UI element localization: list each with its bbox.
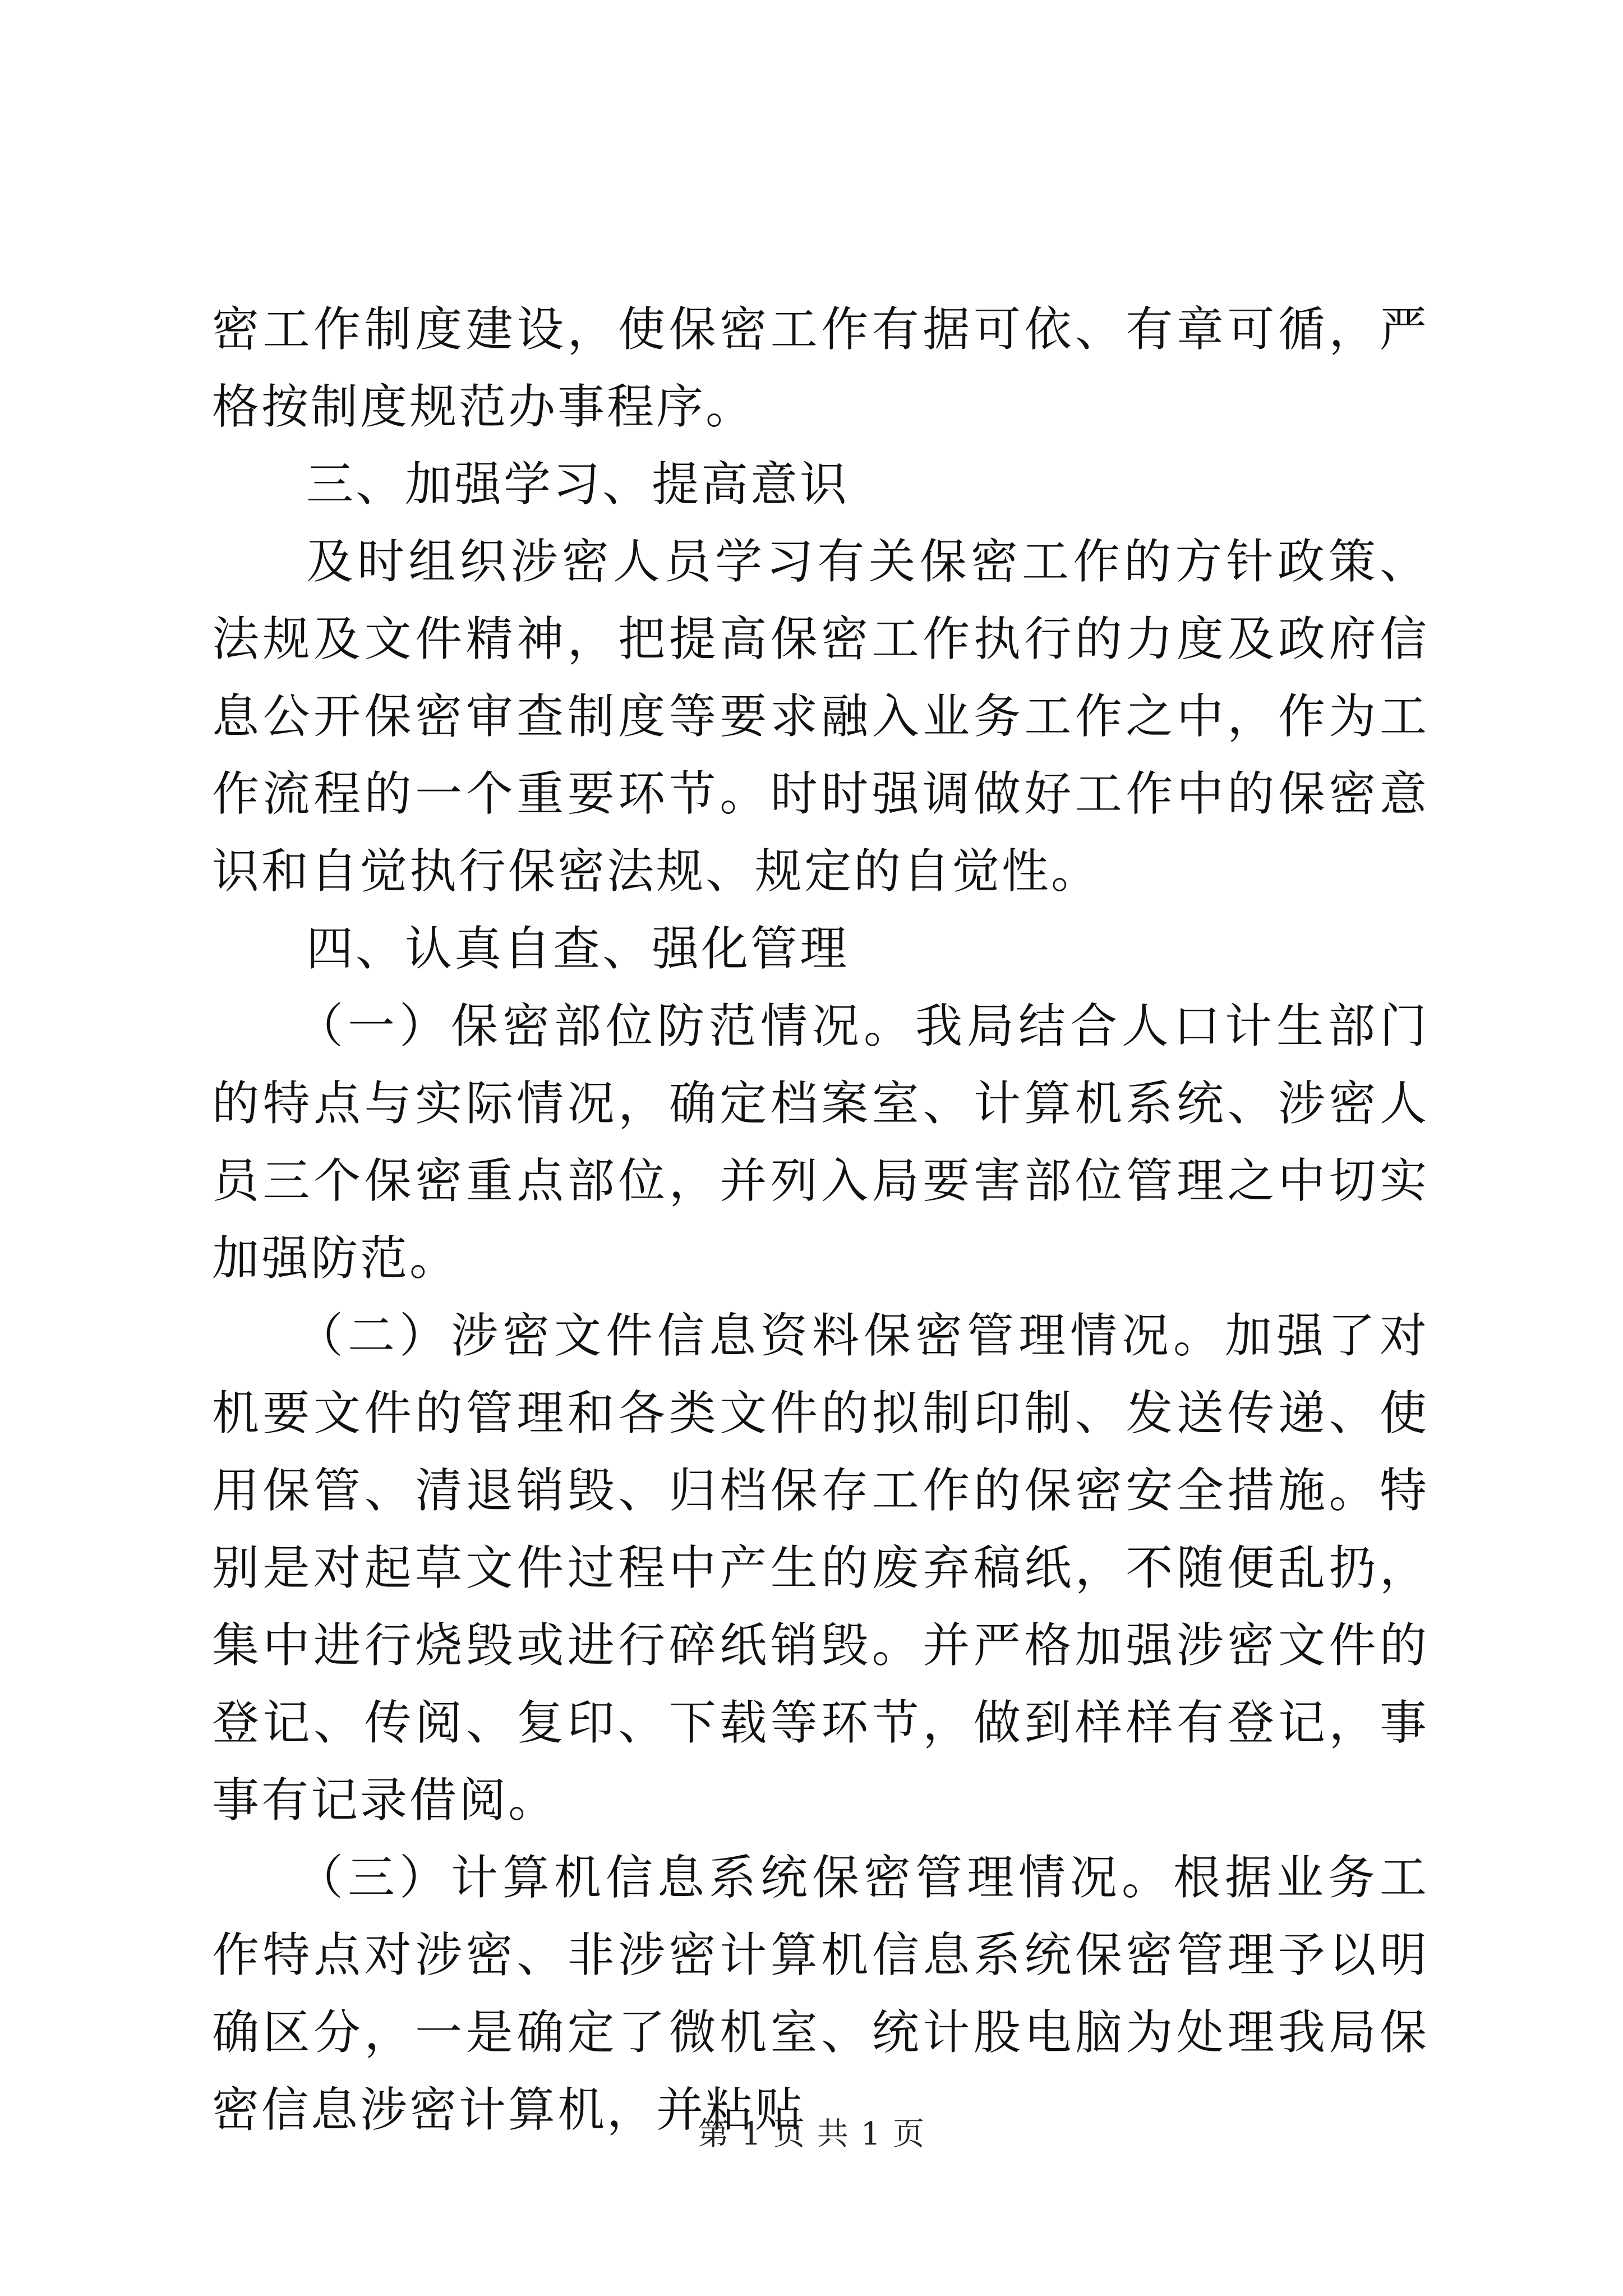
page-footer: 第 1 页 共 1 页: [697, 2116, 926, 2152]
document-body: [212, 291, 1429, 2148]
paragraph-continued: 密工作制度建设，使保密工作有据可依、有章可循，严格按制度规范办事程序。: [212, 302, 1429, 434]
paragraph-sub-one: （一）保密部位防范情况。我局结合人口计生部门的特点与实际情况，确定档案室、计算机系统、涉密人员三个保密重点部位，并列入局要害部位管理之中切实加强防范。: [212, 999, 1429, 1286]
section-heading-four: 四、认真自查、强化管理: [306, 921, 850, 976]
section-heading-three: 三、加强学习、提高意识: [306, 457, 850, 512]
paragraph-sub-two: （二）涉密文件信息资料保密管理情况。加强了对机要文件的管理和各类文件的拟制印制、发送传递、使用保管、清退销毁、归档保存工作的保密安全措施。特别是对起草文件过程中产生的废弃稿纸，不随便乱扔，集中进行烧毁或进行碎纸销毁。并严格加强涉密文件的登记、传阅、复印、下载等环节，做到样样有登记，事事有记录借阅。: [212, 1308, 1429, 1828]
paragraph-study: 及时组织涉密人员学习有关保密工作的方针政策、法规及文件精神，把提高保密工作执行的力度及政府信息公开保密审查制度等要求融入业务工作之中，作为工作流程的一个重要环节。时时强调做好工作中的保密意识和自觉执行保密法规、规定的自觉性。: [212, 534, 1429, 899]
paragraph-sub-three: （三）计算机信息系统保密管理情况。根据业务工作特点对涉密、非涉密计算机信息系统保密管理予以明确区分，一是确定了微机室、统计股电脑为处理我局保密信息涉密计算机，并粘贴: [212, 1850, 1429, 2137]
